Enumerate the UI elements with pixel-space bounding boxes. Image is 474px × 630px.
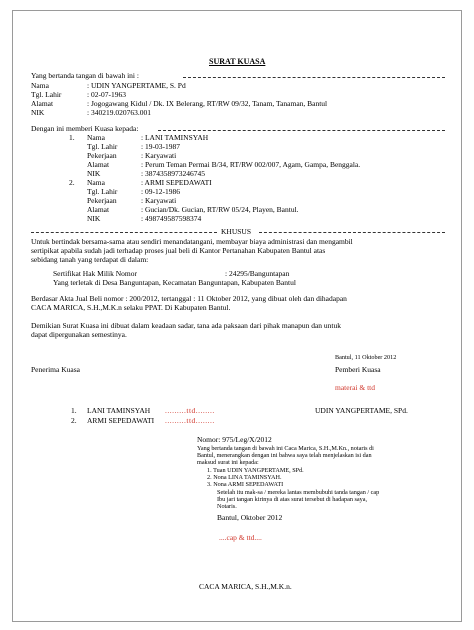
notary-place: Bantul, Oktober 2012 <box>217 513 283 522</box>
giver-tgl: : 02-07-1963 <box>87 90 126 99</box>
akta-line-1: Berdasar Akta Jual Beli nomor : 200/2012, tertanggal : 11 Oktober 2012, yang dibuat oleh dan dihadapan <box>31 294 347 303</box>
notary-nomor: Nomor: 975/Leg/X/2012 <box>197 435 272 444</box>
receiver-2-kerja: : Karyawati <box>141 196 177 205</box>
receiver-1-nik: : 3874358973246745 <box>141 169 205 178</box>
sertifikat-value: : 24295/Banguntapan <box>225 269 290 278</box>
notary-cap-signature: ....cap & ttd.... <box>219 533 262 542</box>
intro-text: Yang bertanda tangan di bawah ini : <box>31 71 139 80</box>
sign-1-num: 1. <box>71 406 77 415</box>
kuasa-intro: Dengan ini memberi Kuasa kepada: <box>31 124 139 133</box>
sign-2-name: ARMI SEPEDAWATI <box>87 416 155 425</box>
sign-2-num: 2. <box>71 416 77 425</box>
notary-after-3: Notaris. <box>217 503 237 510</box>
sign-1-ttd: .........ttd........ <box>165 406 215 415</box>
closing-line-1: Demikian Surat Kuasa ini dibuat dalam keadaan sadar, tana ada paksaan dari pihak manapun dan untuk <box>31 321 342 330</box>
dashed-line <box>183 77 445 78</box>
giver-alamat-label: Alamat <box>31 99 54 108</box>
notary-after-1: Setelah itu mak-sa / mereka lantas membubuhi tanda tangan / cap <box>217 489 380 496</box>
giver-nama-label: Nama <box>31 81 49 90</box>
receiver-1-nama: : LANI TAMINSYAH <box>141 133 209 142</box>
receiver-1-kerja: : Karyawati <box>141 151 177 160</box>
receiver-1-nama-label: Nama <box>87 133 105 142</box>
receiver-2-nik-label: NIK <box>87 214 101 223</box>
akta-line-2: CACA MARICA, S.H.,M.K.n selaku PPAT. Di Kabupaten Bantul. <box>31 303 231 312</box>
notary-line-2: Bantul, menerangkan dengan ini bahwa saya telah menjelaskan isi dan <box>197 452 372 459</box>
khusus-heading: KHUSUS <box>221 227 252 236</box>
receiver-1-kerja-label: Pekerjaan <box>87 151 117 160</box>
materai-signature: materai & ttd <box>335 383 375 392</box>
notary-after-2: Ibu jari tangan kirinya di atas surat tersebut di hadapan saya, <box>217 496 367 503</box>
receiver-2-alamat: : Gucian/Dk. Gucian, RT/RW 05/24, Playen, Bantul. <box>141 205 299 214</box>
receiver-1-tgl: : 19-03-1987 <box>141 142 180 151</box>
notary-list-1: 1. Tuan UDIN YANGPERTAME, SPd. <box>207 467 304 474</box>
notary-line-3: maksud surat ini kepada: <box>197 459 259 466</box>
giver-tgl-label: Tgl. Lahir <box>31 90 62 99</box>
place-date: Bantul, 11 Oktober 2012 <box>335 354 397 361</box>
receiver-1-nik-label: NIK <box>87 169 101 178</box>
dashed-line <box>259 232 445 233</box>
closing-line-2: dapat dipergunakan semestinya. <box>31 330 127 339</box>
receiver-2-nik: : 498749587598374 <box>141 214 202 223</box>
lokasi-text: Yang terletak di Desa Banguntapan, Kecamatan Banguntapan, Kabupaten Bantul <box>53 278 296 287</box>
receiver-1-alamat: : Perum Teman Permai B/34, RT/RW 002/007, Agam, Gampa, Benggala. <box>141 160 361 169</box>
receiver-2-num: 2. <box>69 178 75 187</box>
penerima-label: Penerima Kuasa <box>31 365 80 374</box>
document-page <box>12 10 462 622</box>
notary-list-3: 3. Nona ARMI SEPEDAWATI <box>207 481 284 488</box>
receiver-2-kerja-label: Pekerjaan <box>87 196 117 205</box>
giver-nik-label: NIK <box>31 108 45 117</box>
giver-nama: : UDIN YANGPERTAME, S. Pd <box>87 81 186 90</box>
notary-line-1: Yang bertanda tangan di bawah ini Caca Marica, S.H.,M.Kn., notaris di <box>197 445 374 452</box>
giver-nik: : 340219.020763.001 <box>87 108 151 117</box>
sertifikat-label: Sertifikat Hak Milik Nomor <box>53 269 137 278</box>
dashed-line <box>31 232 217 233</box>
document-title: SURAT KUASA <box>209 57 266 66</box>
giver-alamat: : Jogogawang Kidul / Dk. IX Belerang, RT/RW 09/32, Tanam, Tanaman, Bantul <box>87 99 328 108</box>
notary-name: CACA MARICA, S.H.,M.K.n. <box>199 582 292 591</box>
pemberi-name: UDIN YANGPERTAME, SPd. <box>315 406 408 415</box>
receiver-2-alamat-label: Alamat <box>87 205 110 214</box>
receiver-1-tgl-label: Tgl. Lahir <box>87 142 118 151</box>
receiver-2-tgl: : 09-12-1986 <box>141 187 180 196</box>
purpose-line-3: sebidang tanah yang terdapat di dalam: <box>31 255 149 264</box>
sign-1-name: LANI TAMINSYAH <box>87 406 151 415</box>
purpose-line-2: sertipikat apabila sudah jadi terhadap proses jual beli di Kantor Pertanahan Kabupaten Bantul atas <box>31 246 326 255</box>
receiver-1-num: 1. <box>69 133 75 142</box>
notary-list-2: 2. Nona LINA TAMINSYAH. <box>207 474 282 481</box>
purpose-line-1: Untuk bertindak bersama-sama atau sendiri menandatangani, membayar biaya administrasi dan mengambil <box>31 237 353 246</box>
receiver-1-alamat-label: Alamat <box>87 160 110 169</box>
pemberi-label: Pemberi Kuasa <box>335 365 381 374</box>
receiver-2-nama-label: Nama <box>87 178 105 187</box>
sign-2-ttd: .........ttd........ <box>165 416 215 425</box>
dashed-line <box>158 130 445 131</box>
receiver-2-nama: : ARMI SEPEDAWATI <box>141 178 212 187</box>
receiver-2-tgl-label: Tgl. Lahir <box>87 187 118 196</box>
